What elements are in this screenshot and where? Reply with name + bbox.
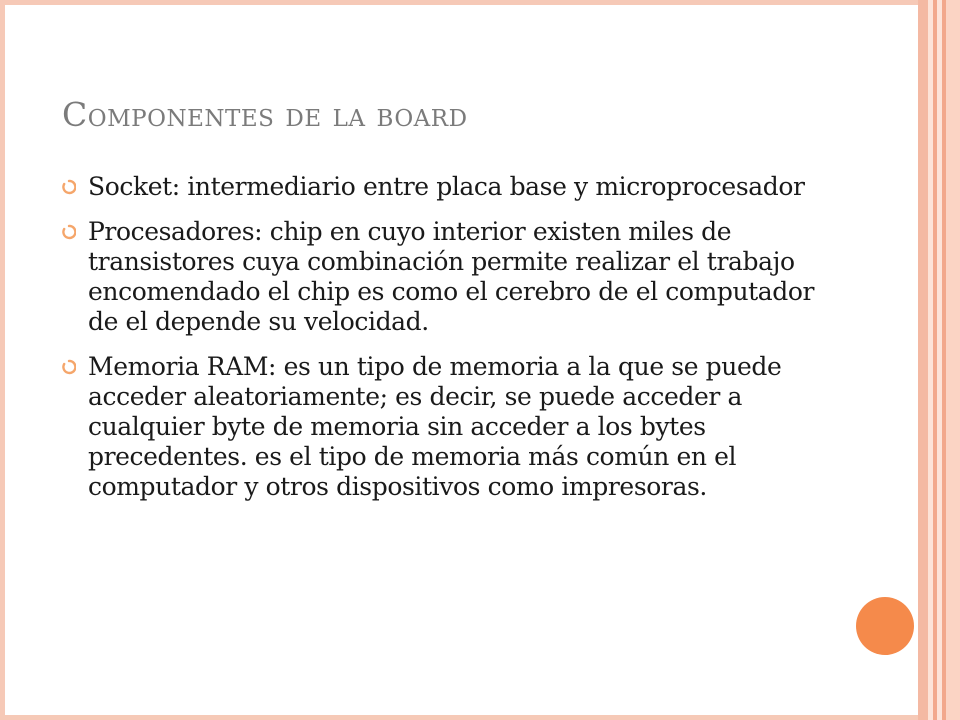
bullet-item-memoria-ram <box>62 352 822 502</box>
slide-title: Componentes de la board <box>62 95 468 134</box>
accent-circle <box>856 597 914 655</box>
decorative-stripe <box>918 0 928 720</box>
bullet-icon <box>62 176 76 198</box>
bullet-text: Socket: intermediario entre placa base y microprocesador <box>88 172 805 201</box>
bullet-icon <box>62 221 76 243</box>
bullet-item-socket <box>62 172 822 202</box>
bullet-text: Procesadores: chip en cuyo interior existen miles de transistores cuya combinación permite realizar el trabajo encomendado el chip es como el cerebro de el computador de el depende su velocidad. <box>88 217 815 336</box>
bullet-list <box>62 172 822 517</box>
decorative-stripe <box>946 0 960 720</box>
bullet-icon <box>62 356 76 378</box>
bullet-item-procesadores <box>62 217 822 337</box>
bullet-text: Memoria RAM: es un tipo de memoria a la que se puede acceder aleatoriamente; es decir, se puede acceder a cualquier byte de memoria sin acceder a los bytes precedentes. es el tipo de memoria más común en el computador y otros dispositivos como impresoras. <box>88 352 782 501</box>
